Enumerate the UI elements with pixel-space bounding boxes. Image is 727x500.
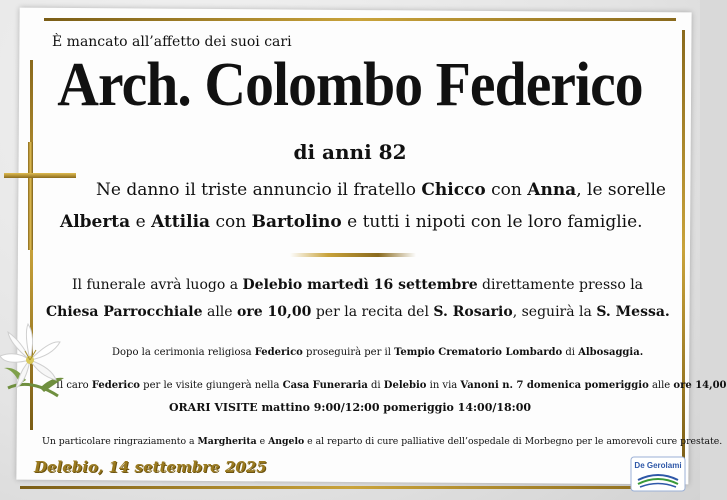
family-line-2 — [60, 212, 643, 232]
text-segment: per la recita del — [311, 304, 434, 320]
text-segment: alle — [202, 304, 238, 320]
thanks-line — [42, 436, 722, 447]
bold-segment: Albosaggia. — [578, 347, 644, 358]
bold-segment: Alberta — [60, 212, 131, 232]
bold-segment: Attilia — [151, 212, 211, 232]
funeral-home-logo — [630, 456, 686, 492]
text-segment: e — [130, 212, 152, 232]
logo-text: De Gerolami — [634, 461, 682, 470]
text-segment: Ne danno il triste annuncio il fratello — [96, 180, 422, 200]
text-segment: e al reparto di cure palliative dell’ospedale di Morbegno per le amorevoli cure prestate. — [304, 436, 723, 447]
deceased-age: di anni 82 — [293, 140, 407, 164]
bold-segment: Bartolino — [251, 212, 342, 232]
lily-flower-icon — [0, 318, 66, 400]
gold-border-top — [44, 18, 676, 21]
text-segment: in via — [426, 380, 461, 391]
text-segment: con — [210, 212, 252, 232]
bold-segment: ore 10,00 — [237, 304, 312, 320]
text-segment: , seguirà la — [512, 304, 597, 320]
gold-divider — [290, 253, 416, 257]
text-segment: Un particolare ringraziamento a — [42, 436, 198, 447]
text-segment: Dopo la cerimonia religiosa — [112, 347, 255, 358]
bold-segment: Angelo — [268, 436, 305, 447]
text-segment: e — [256, 436, 269, 447]
visiting-hours: ORARI VISITE mattino 9:00/12:00 pomeriggio 14:00/18:00 — [168, 401, 532, 414]
notice-date: Delebio, 14 settembre 2025 — [34, 458, 267, 476]
text-segment: Il caro — [56, 380, 92, 391]
bold-segment: Delebio martedì 16 settembre — [242, 277, 478, 293]
text-segment: Il funerale avrà luogo a — [72, 277, 243, 293]
funeral-line-1 — [72, 277, 643, 293]
bold-segment: ore 14,00 — [673, 380, 727, 391]
text-segment: e tutti i nipoti con le loro famiglie. — [341, 212, 643, 232]
bold-segment: Tempio Crematorio Lombardo — [394, 347, 563, 358]
bold-segment: Chiesa Parrocchiale — [46, 304, 203, 320]
text-segment: per le visite giungerà nella — [139, 380, 283, 391]
bold-segment: Casa Funeraria — [282, 380, 368, 391]
text-segment: di — [367, 380, 384, 391]
cremation-line — [112, 347, 643, 358]
cross-horizontal — [4, 173, 76, 178]
funeral-line-2 — [46, 304, 670, 320]
gold-border-bottom — [20, 486, 684, 489]
bold-segment: Margherita — [197, 436, 257, 447]
bold-segment: Anna — [527, 180, 577, 200]
bold-segment: S. Messa. — [596, 304, 670, 320]
bold-segment: Federico — [91, 380, 140, 391]
bold-segment: Chicco — [421, 180, 486, 200]
family-line-1 — [96, 180, 666, 200]
text-segment: proseguirà per il — [302, 347, 395, 358]
bold-segment: Vanoni n. 7 domenica pomeriggio — [460, 380, 649, 391]
bold-segment: S. Rosario — [433, 304, 513, 320]
bold-segment: Federico — [254, 347, 303, 358]
text-segment: direttamente presso la — [477, 277, 644, 293]
text-segment: con — [485, 180, 528, 200]
text-segment: , le sorelle — [576, 180, 666, 200]
bold-segment: Delebio — [383, 380, 427, 391]
text-segment: alle — [648, 380, 674, 391]
deceased-name: Arch. Colombo Federico — [57, 51, 643, 119]
intro-text: È mancato all’affetto dei suoi cari — [52, 34, 292, 50]
text-segment: di — [562, 347, 579, 358]
visits-line — [56, 380, 727, 391]
